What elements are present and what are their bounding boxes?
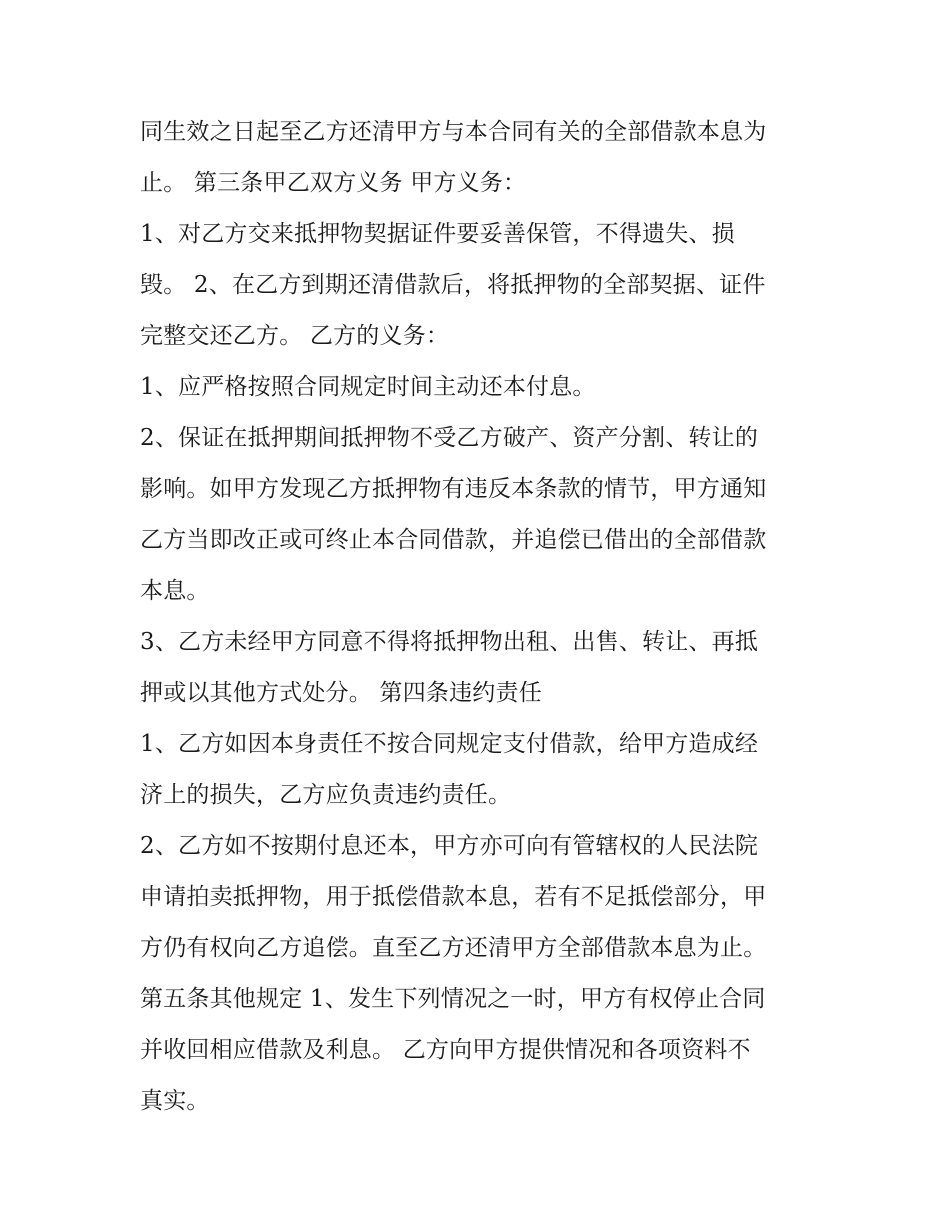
text-line: 1、对乙方交来抵押物契据证件要妥善保管，不得遗失、损 [140, 221, 735, 247]
text-line: 1、乙方如因本身责任不按合同规定支付借款，给甲方造成经 [140, 731, 759, 757]
text-line: 2、乙方如不按期付息还本，甲方亦可向有管辖权的人民法院 [140, 833, 759, 859]
text-line: 真实。 [140, 1088, 210, 1114]
text-line: 方仍有权向乙方追偿。直至乙方还清甲方全部借款本息为止。 [140, 935, 767, 961]
text-line: 并收回相应借款及利息。 乙方向甲方提供情况和各项资料不 [140, 1037, 751, 1063]
text-line: 济上的损失，乙方应负责违约责任。 [140, 782, 512, 808]
text-line: 3、乙方未经甲方同意不得将抵押物出租、出售、转让、再抵 [140, 629, 759, 655]
text-line: 止。 第三条甲乙双方义务 甲方义务： [140, 170, 527, 196]
text-line: 申请拍卖抵押物，用于抵偿借款本息，若有不足抵偿部分，甲 [140, 884, 767, 910]
text-line: 毁。 2、在乙方到期还清借款后，将抵押物的全部契据、证件 [140, 272, 766, 298]
text-line: 同生效之日起至乙方还清甲方与本合同有关的全部借款本息为 [140, 119, 767, 145]
contract-text [140, 107, 830, 1127]
text-line: 押或以其他方式处分。 第四条违约责任 [140, 680, 542, 706]
text-line: 1、应严格按照合同规定时间主动还本付息。 [140, 374, 596, 400]
text-line: 第五条其他规定 1、发生下列情况之一时，甲方有权停止合同 [140, 986, 766, 1012]
text-line: 完整交还乙方。 乙方的义务： [140, 323, 450, 349]
text-line: 本息。 [140, 578, 210, 604]
text-line: 2、保证在抵押期间抵押物不受乙方破产、资产分割、转让的 [140, 425, 759, 451]
text-line: 影响。如甲方发现乙方抵押物有违反本条款的情节，甲方通知 [140, 476, 767, 502]
text-line: 乙方当即改正或可终止本合同借款，并追偿已借出的全部借款 [140, 527, 767, 553]
